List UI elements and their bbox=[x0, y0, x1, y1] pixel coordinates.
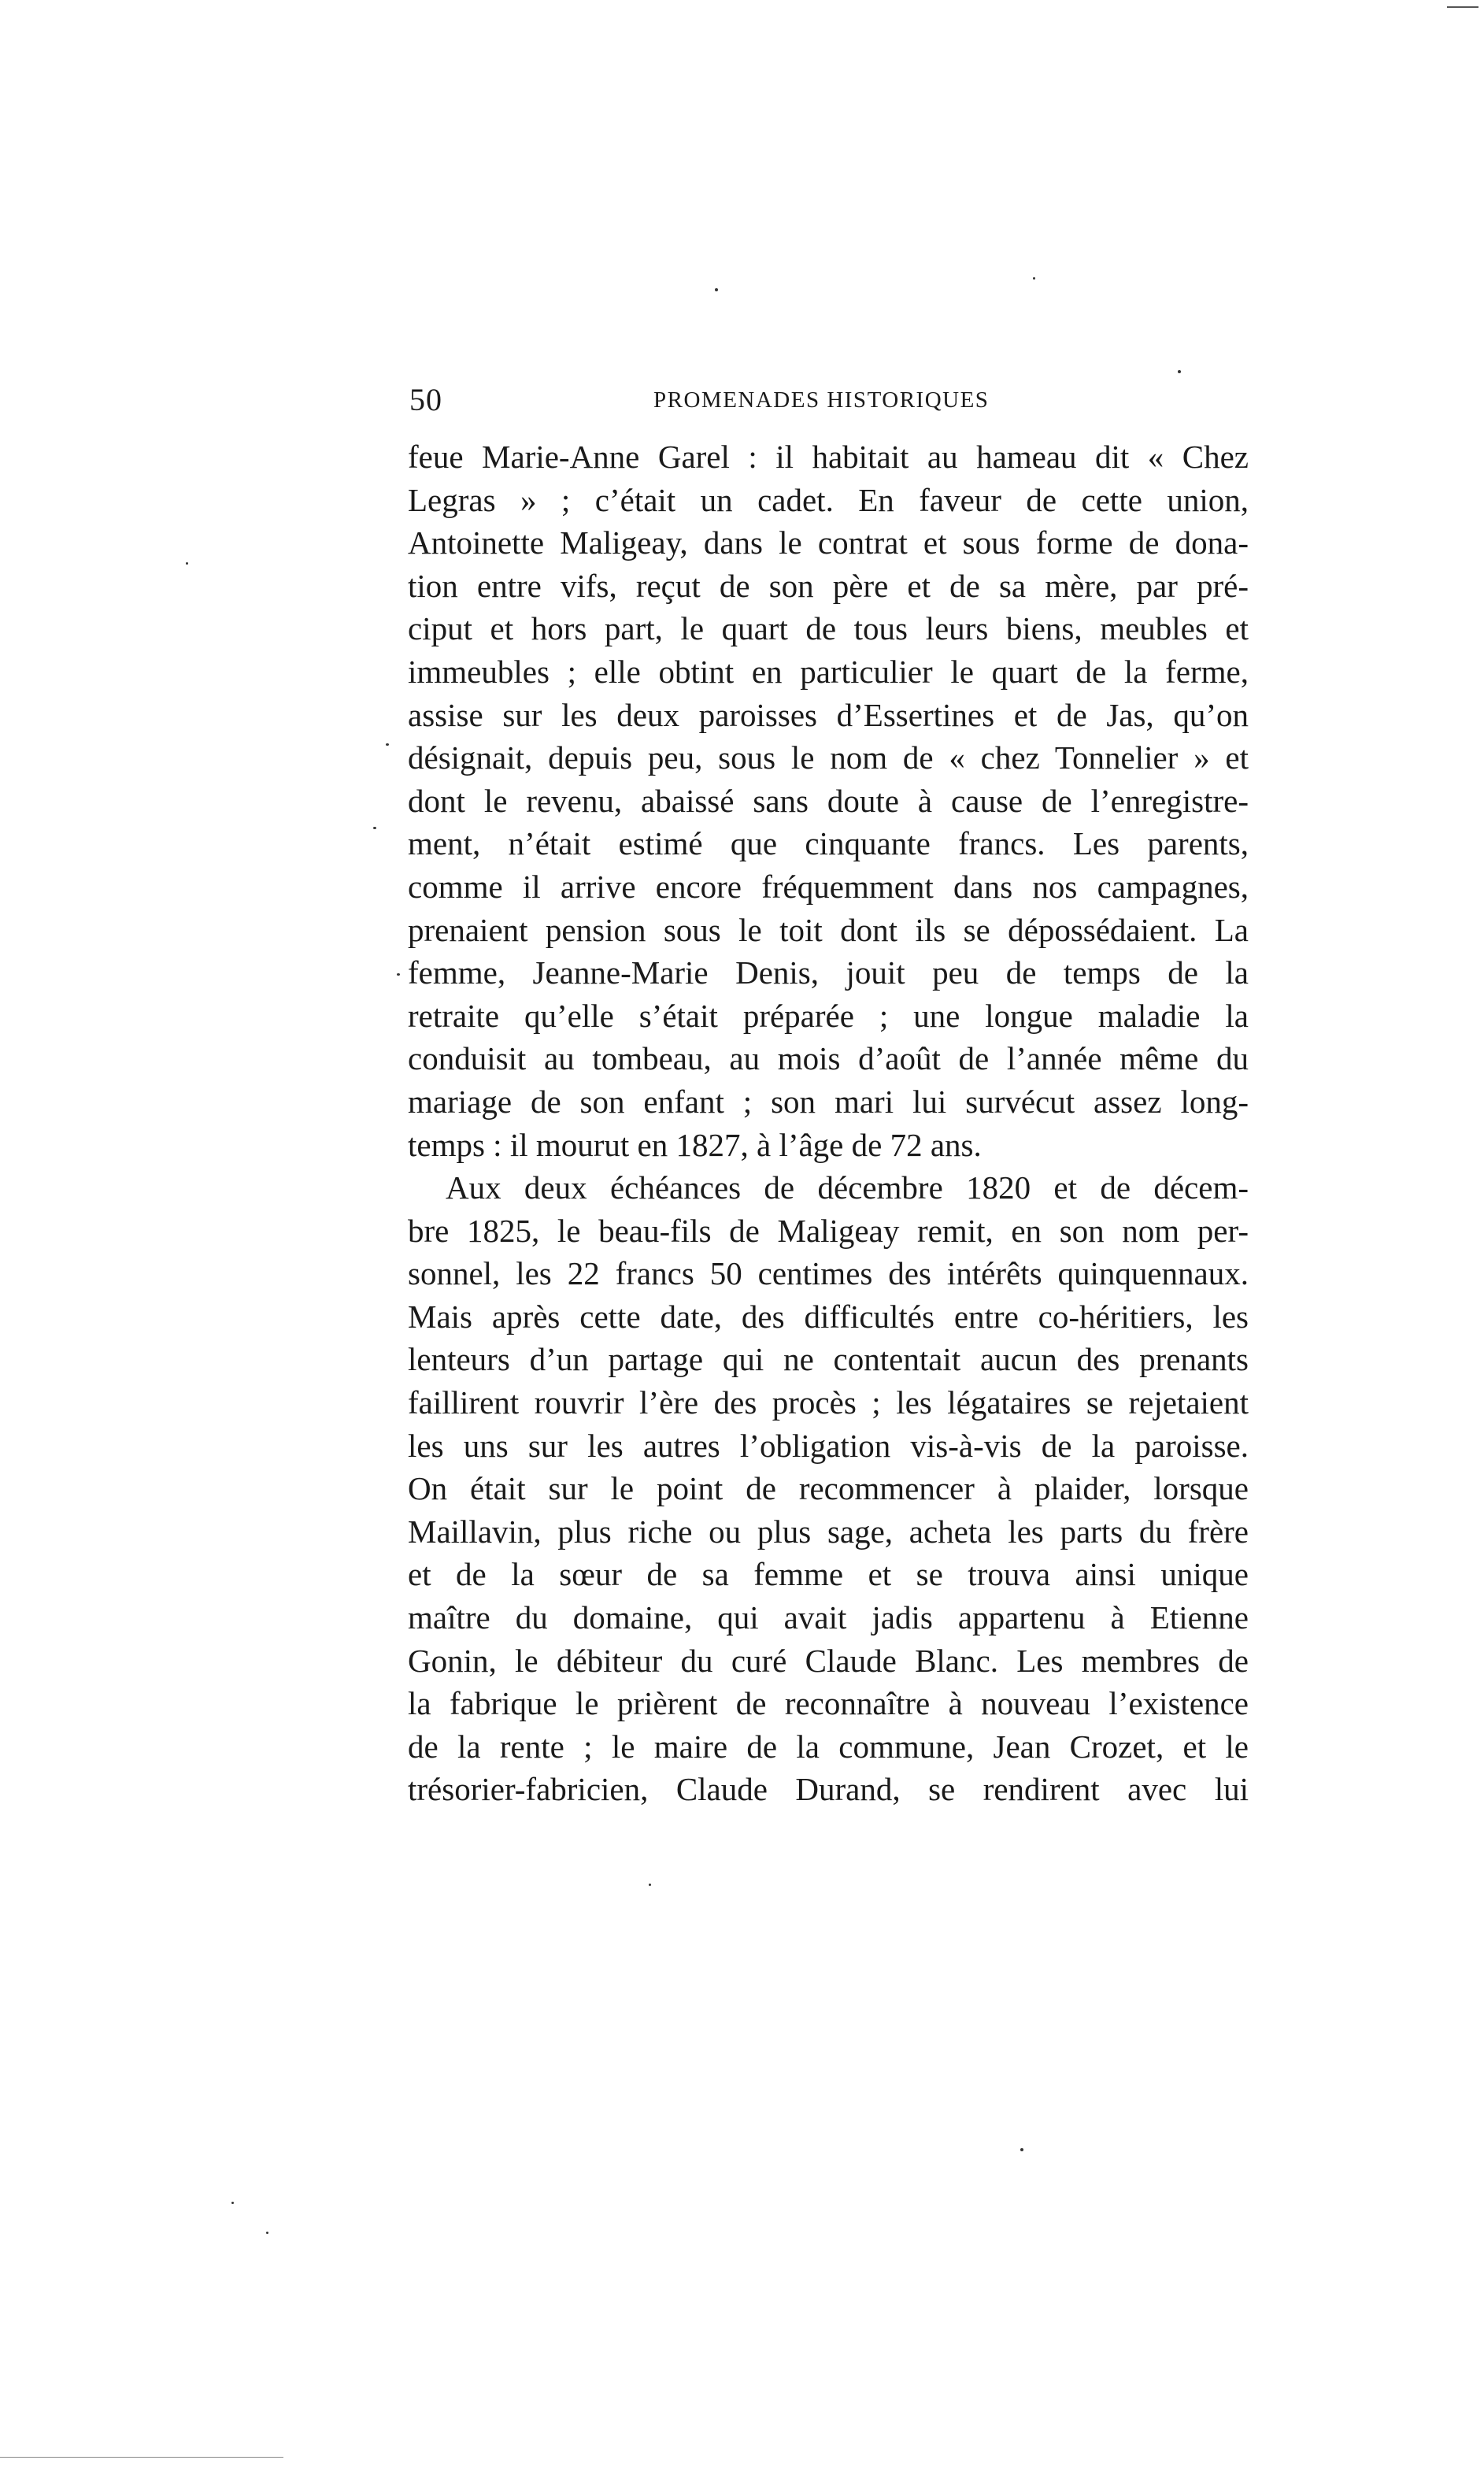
text-line: Mais après cette date, des difficultés entre co-héritiers, les bbox=[408, 1298, 1249, 1335]
text-line: femme, Jeanne-Marie Denis, jouit peu de temps de la bbox=[408, 954, 1249, 991]
scan-speck bbox=[1020, 2148, 1023, 2151]
text-line: désignait, depuis peu, sous le nom de « chez Tonnelier » et bbox=[408, 739, 1249, 776]
text-line: prenaient pension sous le toit dont ils se dépossédaient. La bbox=[408, 911, 1249, 948]
text-line: Maillavin, plus riche ou plus sage, acheta les parts du frère bbox=[408, 1513, 1249, 1550]
text-line: de la rente ; le maire de la commune, Jean Crozet, et le bbox=[408, 1728, 1249, 1765]
text-line: feue Marie-Anne Garel : il habitait au hameau dit « Chez bbox=[408, 439, 1249, 475]
scan-speck bbox=[266, 2232, 268, 2234]
scan-speck bbox=[373, 827, 376, 829]
text-line: faillirent rouvrir l’ère des procès ; les légataires se rejetaient bbox=[408, 1384, 1249, 1421]
running-title: PROMENADES HISTORIQUES bbox=[653, 387, 990, 413]
scan-speck bbox=[231, 2202, 234, 2204]
page-edge-mark bbox=[0, 2457, 283, 2458]
text-line: temps : il mourut en 1827, à l’âge de 72 ans. bbox=[408, 1126, 982, 1163]
text-line: Antoinette Maligeay, dans le contrat et sous forme de dona- bbox=[408, 524, 1249, 561]
text-line: comme il arrive encore fréquemment dans nos campagnes, bbox=[408, 868, 1249, 905]
page-number: 50 bbox=[409, 382, 442, 417]
text-line: bre 1825, le beau-fils de Maligeay remit, en son nom per- bbox=[408, 1212, 1249, 1249]
scan-speck bbox=[186, 562, 188, 565]
scan-speck bbox=[397, 973, 400, 976]
text-line: trésorier-fabricien, Claude Durand, se rendirent avec lui bbox=[408, 1771, 1249, 1808]
text-line: maître du domaine, qui avait jadis appartenu à Etienne bbox=[408, 1599, 1249, 1636]
body-text bbox=[408, 435, 1249, 1811]
text-line: et de la sœur de sa femme et se trouva ainsi unique bbox=[408, 1556, 1249, 1593]
scan-speck bbox=[649, 1884, 651, 1886]
scan-speck bbox=[1178, 370, 1181, 373]
text-line: les uns sur les autres l’obligation vis-à-vis de la paroisse. bbox=[408, 1427, 1249, 1464]
text-line: assise sur les deux paroisses d’Essertines et de Jas, qu’on bbox=[408, 696, 1249, 733]
text-line: Gonin, le débiteur du curé Claude Blanc. Les membres de bbox=[408, 1642, 1249, 1679]
text-line: conduisit au tombeau, au mois d’août de l’année même du bbox=[408, 1040, 1249, 1077]
text-line: ciput et hors part, le quart de tous leurs biens, meubles et bbox=[408, 610, 1249, 647]
text-line: lenteurs d’un partage qui ne contentait aucun des prenants bbox=[408, 1341, 1249, 1378]
text-line: mariage de son enfant ; son mari lui survécut assez long- bbox=[408, 1083, 1249, 1120]
text-line: On était sur le point de recommencer à plaider, lorsque bbox=[408, 1470, 1249, 1507]
page-edge-mark bbox=[1447, 6, 1478, 8]
text-line: retraite qu’elle s’était préparée ; une longue maladie la bbox=[408, 997, 1249, 1034]
text-line: Aux deux échéances de décembre 1820 et de décem- bbox=[446, 1169, 1249, 1206]
text-line: tion entre vifs, reçut de son père et de sa mère, par pré- bbox=[408, 567, 1249, 604]
text-line: Legras » ; c’était un cadet. En faveur de cette union, bbox=[408, 481, 1249, 518]
text-line: immeubles ; elle obtint en particulier le quart de la ferme, bbox=[408, 653, 1249, 690]
running-head bbox=[409, 381, 1261, 428]
text-line: sonnel, les 22 francs 50 centimes des intérêts quinquennaux. bbox=[408, 1255, 1249, 1292]
text-line: ment, n’était estimé que cinquante francs. Les parents, bbox=[408, 825, 1249, 862]
scan-speck bbox=[1033, 277, 1035, 280]
scan-speck bbox=[715, 288, 718, 291]
text-line: dont le revenu, abaissé sans doute à cause de l’enregistre- bbox=[408, 782, 1249, 819]
scan-speck bbox=[386, 743, 389, 746]
text-line: la fabrique le prièrent de reconnaître à nouveau l’existence bbox=[408, 1685, 1249, 1722]
